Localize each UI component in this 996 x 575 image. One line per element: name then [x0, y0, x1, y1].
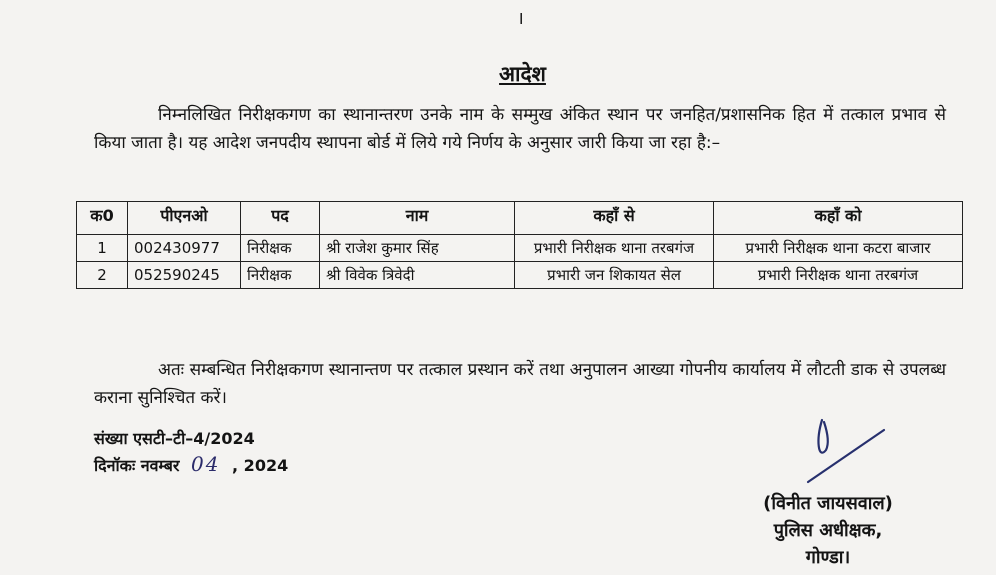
- header-pno: पीएनओ: [128, 202, 241, 235]
- header-sn: क0: [77, 202, 128, 235]
- cell-to: प्रभारी निरीक्षक थाना तरबगंज: [714, 262, 963, 289]
- cell-name: श्री राजेश कुमार सिंह: [320, 235, 515, 262]
- header-rank: पद: [241, 202, 320, 235]
- date-label: दिनॉकः नवम्बर: [94, 456, 180, 475]
- transfer-table: [76, 201, 963, 289]
- cell-pno: 002430977: [128, 235, 241, 262]
- cell-to: प्रभारी निरीक्षक थाना कटरा बाजार: [714, 235, 963, 262]
- cell-rank: निरीक्षक: [241, 262, 320, 289]
- cell-pno: 052590245: [128, 262, 241, 289]
- cell-rank: निरीक्षक: [241, 235, 320, 262]
- reference-number: संख्या एसटी–टी–4/2024: [94, 429, 255, 448]
- officer-location: गोण्डा।: [805, 547, 851, 568]
- intro-paragraph: निम्नलिखित निरीक्षकगण का स्थानान्तरण उनके नाम के सम्मुख अंकित स्थान पर जनहित/प्रशासनिक हित में तत्काल प्रभाव से किया जाता है। यह आदेश जनपदीय स्थापना बोर्ड में लिये गये निर्णय के अनुसार जारी किया जा रहा है:–: [94, 105, 946, 153]
- order-title: आदेश: [499, 62, 546, 86]
- closing-paragraph: अतः सम्बन्धित निरीक्षकगण स्थानान्तण पर तत्काल प्रस्थान करें तथा अनुपालन आख्या गोपनीय कार्यालय में लौटती डाक से उपलब्ध कराना सुनिश्चित करें।: [94, 360, 946, 408]
- cell-sn: 1: [77, 235, 128, 262]
- officer-name: (विनीत जायसवाल): [763, 493, 893, 514]
- handwritten-date-day: 04: [191, 452, 221, 476]
- header-from: कहाँ से: [515, 202, 714, 235]
- date-year: , 2024: [232, 456, 289, 475]
- cell-sn: 2: [77, 262, 128, 289]
- cell-from: प्रभारी जन शिकायत सेल: [515, 262, 714, 289]
- table-row: [77, 235, 963, 262]
- header-name: नाम: [320, 202, 515, 235]
- table-header-row: [77, 202, 963, 235]
- signature: [780, 412, 890, 502]
- officer-block: [730, 490, 926, 571]
- header-to: कहाँ को: [714, 202, 963, 235]
- cell-from: प्रभारी निरीक्षक थाना तरबगंज: [515, 235, 714, 262]
- officer-designation: पुलिस अधीक्षक,: [773, 520, 883, 541]
- reference-date: [94, 452, 288, 476]
- table-row: [77, 262, 963, 289]
- cell-name: श्री विवेक त्रिवेदी: [320, 262, 515, 289]
- page-marker: I: [519, 10, 524, 28]
